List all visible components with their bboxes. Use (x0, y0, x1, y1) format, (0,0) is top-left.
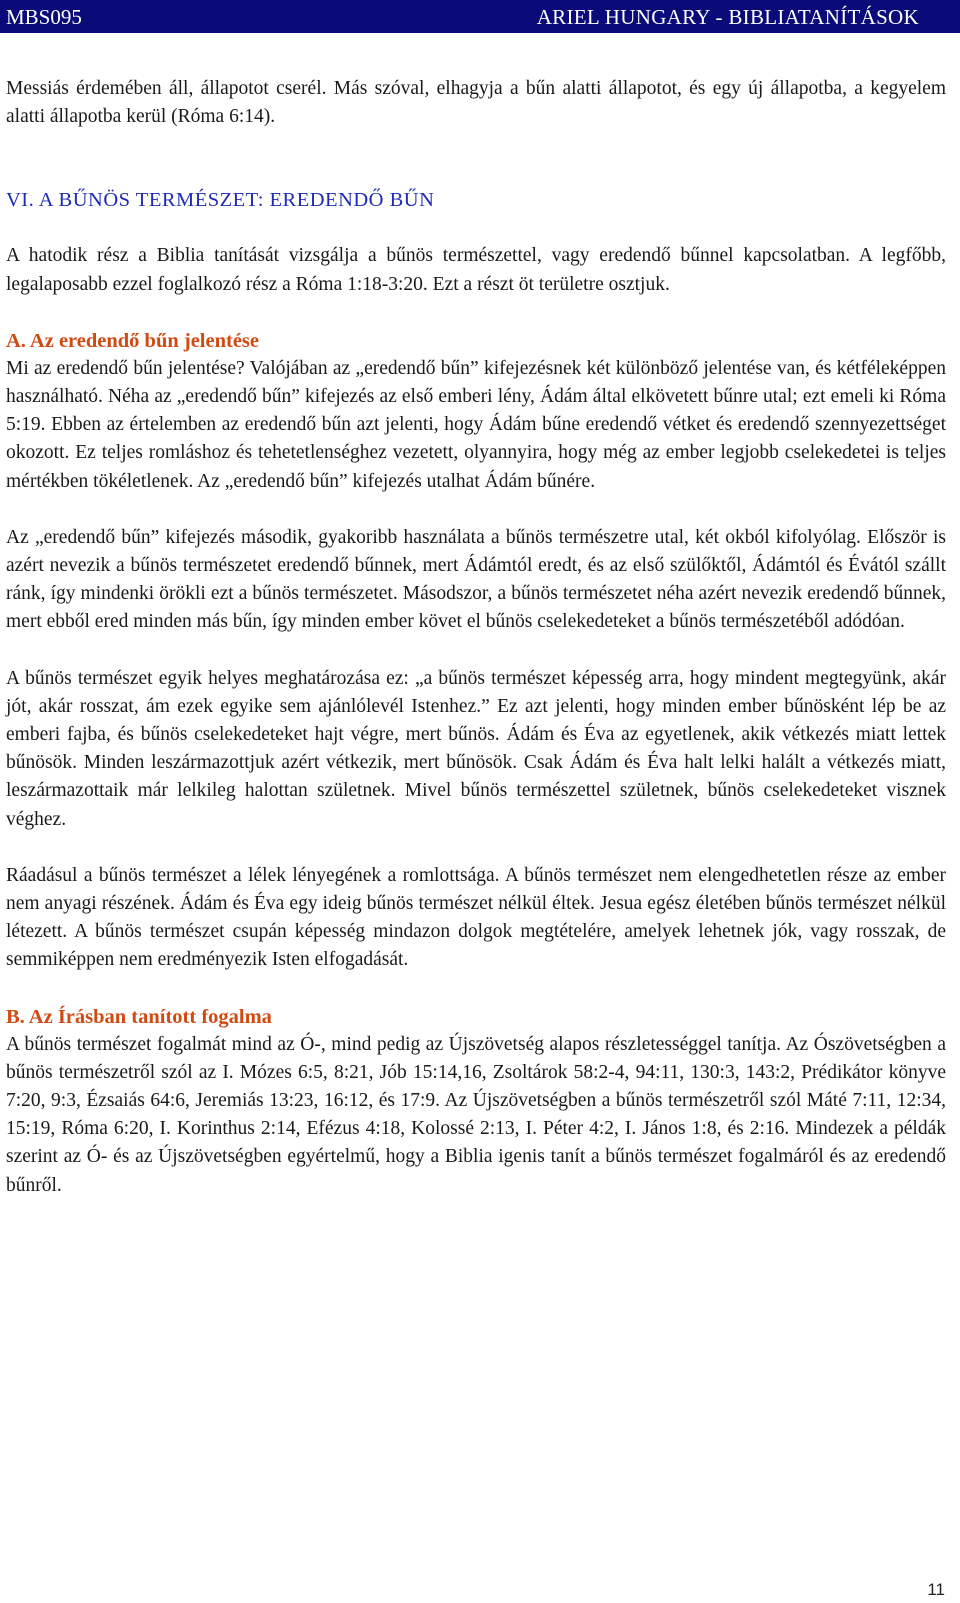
document-body (6, 75, 946, 1200)
page-number: 11 (927, 1580, 945, 1599)
meaning-paragraph-1: Mi az eredendő bűn jelentése? Valójában az „eredendő bűn” kifejezésnek két különböző jelentése van, és kétféleképpen használható. Néha az „eredendő bűn” kifejezés az első emberi lény, Ádám által elkövetett bűnre utal; ezt emeli ki Róma 5:19. Ebben az értelemben az eredendő bűn azt jelenti, hogy Ádám bűne eredendő vétket és eredendő szennyezettséget okozott. Ez teljes romláshoz és tehetetlenséghez vezetett, olyannyira, hogy még az ember legjobb cselekedetei is teljes mértékben tökéletlenek. Az „eredendő bűn” kifejezés utalhat Ádám bűnére. (6, 357, 946, 492)
intro-paragraph: Messiás érdemében áll, állapotot cserél. Más szóval, elhagyja a bűn alatti állapotot, és egy új állapotba, a kegyelem alatti állapotba kerül (Róma 6:14). (6, 78, 946, 128)
scripture-paragraph: A bűnös természet fogalmát mind az Ó-, mind pedig az Újszövetség alapos részletességgel tanítja. Az Ószövetségben a bűnös természetről szól az I. Mózes 6:5, 8:21, Jób 15:14,16, Zsoltárok 58:2-4, 94:11, 130:3, 143:2, Prédikátor könyve 7:20, 9:3, Ézsaiás 64:6, Jeremiás 13:23, 16:12, és 17:9. Az Újszövetségben a bűnös természetről szól Máté 7:11, 12:34, 15:19, Róma 6:20, I. Korinthus 2:14, Efézus 4:18, Kolossé 2:13, I. Péter 4:2, I. János 1:8, és 2:16. Mindezek a példák szerint az Ó- és az Újszövetségben egyértelmű, hogy a Biblia igenis tanít a bűnös természet fogalmáról és az eredendő bűnről. (6, 1033, 946, 1196)
corruption-paragraph: Ráadásul a bűnös természet a lélek lényegének a romlottsága. A bűnös természet nem elengedhetetlen része az ember nem anyagi részének. Ádám és Éva egy ideig bűnös természet nélkül éltek. Jesua egész életében bűnös természet nélkül létezett. A bűnös természet csupán képesség mindazon dolgok megtételére, amelyek lehetnek jók, vagy rosszak, de semmiképpen nem eredményezik Isten elfogadását. (6, 864, 946, 971)
page-header (0, 0, 960, 33)
document-code: MBS095 (6, 5, 82, 29)
subheading-b: B. Az Írásban tanított fogalma (6, 1005, 272, 1028)
meaning-paragraph-2: Az „eredendő bűn” kifejezés második, gyakoribb használata a bűnös természetre utal, két okból kifolyólag. Először is azért nevezik a bűnös természetet eredendő bűnnek, mert Ádámtól eredt, és az első szülőktől, Ádámtól és Évától szállt ránk, így mindenki örökli ezt a bűnös természetet. Másodszor, a bűnös természetet néha azért nevezik eredendő bűnnek, mert ebből ered minden más bűn, így minden ember követ el bűnös cselekedeteket a bűnös természetéből adódóan. (6, 526, 946, 633)
section-heading-vi: VI. A BŰNÖS TERMÉSZET: EREDENDŐ BŰN (6, 189, 435, 212)
definition-paragraph: A bűnös természet egyik helyes meghatározása ez: „a bűnös természet képesség arra, hogy mindent megtegyünk, akár jót, akár rosszat, ám ezek egyike sem ajánlólevél Istenhez.” Ez azt jelenti, hogy minden ember bűnösként lép be az emberi fajba, és bűnös cselekedeteket hajt végre, mert bűnös. Ádám és Éva az egyetlenek, akik vétkezés miatt lettek bűnösök. Minden leszármazottjuk azért vétkezik, mert bűnösök. Csak Ádám és Éva halt lelki halált a vétkezés miatt, leszármazottaik már lelkileg halottan születnek. Mivel bűnös természettel születnek, bűnös cselekedeteket visznek véghez. (6, 667, 946, 830)
section-intro-paragraph: A hatodik rész a Biblia tanítását vizsgálja a bűnös természettel, vagy eredendő bűnnel kapcsolatban. A legfőbb, legalaposabb ezzel foglalkozó rész a Róma 1:18-3:20. Ezt a részt öt területre osztjuk. (6, 245, 946, 295)
document-series-title: ARIEL HUNGARY - BIBLIATANÍTÁSOK (536, 5, 919, 29)
subheading-a: A. Az eredendő bűn jelentése (6, 329, 260, 352)
